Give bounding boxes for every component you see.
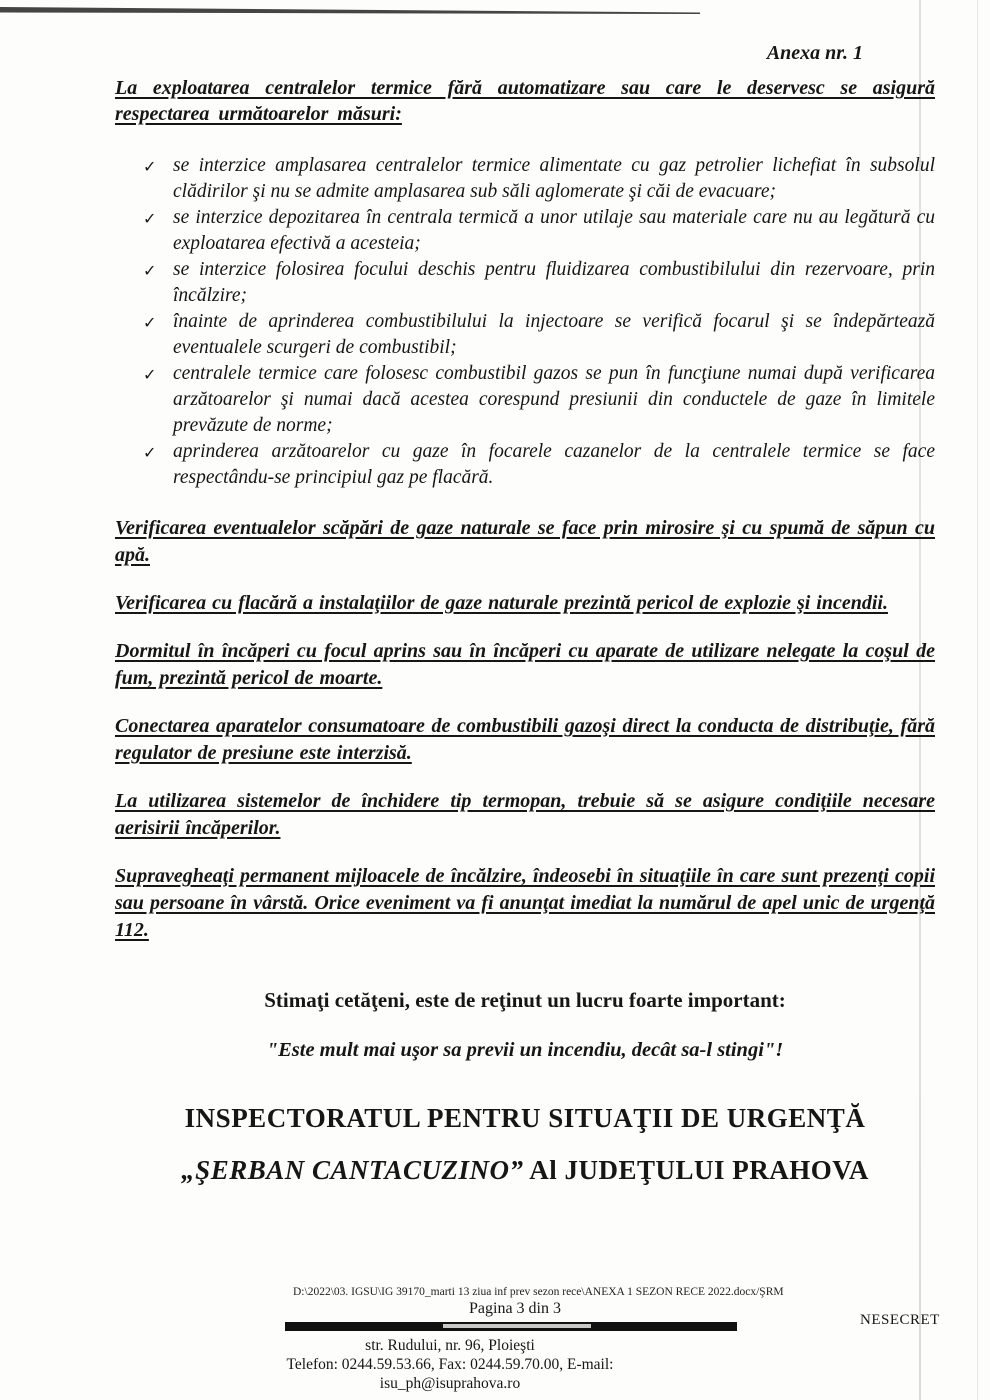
list-item [115, 257, 935, 309]
list-item [115, 361, 935, 439]
checkmark-icon: ✓ [143, 263, 157, 280]
footer-divider-bar [285, 1322, 737, 1331]
prevention-quote: "Este mult mai uşor sa previi un incendiu, decât sa-l stingi"! [266, 1039, 784, 1061]
contact-line: Telefon: 0244.59.53.66, Fax: 0244.59.70.00, E-mail: isu_ph@isuprahova.ro [286, 1356, 614, 1392]
warning-paragraph: La utilizarea sistemelor de închidere tip termopan, trebuie să se asigure condiţiile necesare aerisirii încăperilor. [115, 790, 935, 839]
list-item-text: se interzice amplasarea centralelor termice alimentate cu gaz petrolier lichefiat în subsolul clădirilor şi nu se admite amplasarea sub săli aglomerate şi căi de evacuare; [173, 155, 935, 202]
measures-list [115, 153, 935, 491]
contact-block [230, 1336, 670, 1393]
checkmark-icon: ✓ [143, 315, 157, 332]
scan-fold-line-right [977, 0, 978, 1400]
warning-paragraph: Supravegheaţi permanent mijloacele de încălzire, îndeosebi în situaţiile în care sunt prezenţi copii sau persoane în vârstă. Orice eveniment va fi anunţat imediat la numărul de apel unic de urgenţă 112. [115, 865, 935, 941]
list-item [115, 439, 935, 491]
classification-label: NESECRET [860, 1312, 940, 1328]
organization-name-rest: Al JUDEŢULUI PRAHOVA [529, 1155, 869, 1185]
document-body [115, 42, 935, 1196]
checkmark-icon: ✓ [143, 159, 157, 176]
page-number: Pagina 3 din 3 [469, 1300, 561, 1317]
list-item-text: se interzice depozitarea în centrala termică a unor utilaje sau materiale care nu au legătură cu exploatarea efectivă a acesteia; [173, 207, 935, 254]
organization-name-line2 [115, 1144, 935, 1196]
warning-paragraph: Verificarea eventualelor scăpări de gaze naturale se face prin mirosire şi cu spumă de săpun cu apă. [115, 517, 935, 566]
organization-name-line1: INSPECTORATUL PENTRU SITUAŢII DE URGENŢĂ [184, 1103, 866, 1133]
list-item [115, 309, 935, 361]
list-item-text: centralele termice care folosesc combustibil gazos se pun în funcţiune numai după verificarea arzătoarelor şi numai dacă acestea corespund presiunii din conductele de gaze în limitele prevăzute de norme; [173, 363, 935, 436]
warning-paragraph: Dormitul în încăperi cu focul aprins sau în încăperi cu aparate de utilizare nelegate la coşul de fum, prezintă pericol de moarte. [115, 640, 935, 689]
citizens-notice: Stimaţi cetăţeni, este de reţinut un lucru foarte important: [264, 988, 786, 1012]
list-item [115, 153, 935, 205]
organization-name-quoted: „ŞERBAN CANTACUZINO” [181, 1155, 524, 1185]
checkmark-icon: ✓ [143, 367, 157, 384]
list-item-text: se interzice folosirea focului deschis pentru fluidizarea combustibilului din rezervoare, prin încălzire; [173, 259, 935, 306]
organization-name [115, 1092, 935, 1196]
warning-paragraph: Verificarea cu flacără a instalaţiilor de gaze naturale prezintă pericol de explozie şi incendii. [115, 592, 888, 614]
warning-paragraph: Conectarea aparatelor consumatoare de combustibili gazoşi direct la conducta de distribuţie, fără regulator de presiune este interzisă. [115, 715, 935, 764]
checkmark-icon: ✓ [143, 445, 157, 462]
list-item-text: aprinderea arzătoarelor cu gaze în focarele cazanelor de la centralele termice se face respectându-se principiul gaz pe flacără. [173, 441, 935, 488]
warning-paragraphs [115, 515, 935, 944]
list-item [115, 205, 935, 257]
scan-artifact-top-edge [0, 4, 990, 18]
document-title: La exploatarea centralelor termice fără automatizare sau care le deservesc se asigură respectarea următoarelor măsuri: [115, 77, 935, 125]
annex-label: Anexa nr. 1 [766, 42, 863, 64]
file-reference: D:\2022\03. IGSU\IG 39170_marti 13 ziua inf prev sezon rece\ANEXA 1 SEZON RECE 2022.docx/ŞRM [293, 1286, 784, 1298]
footer-divider-inset [443, 1324, 591, 1328]
address-line: str. Rudului, nr. 96, Ploieşti [365, 1337, 535, 1354]
list-item-text: înainte de aprinderea combustibilului la injectoare se verifică focarul şi se îndepărtează eventualele scurgeri de combustibil; [173, 311, 935, 358]
checkmark-icon: ✓ [143, 211, 157, 228]
